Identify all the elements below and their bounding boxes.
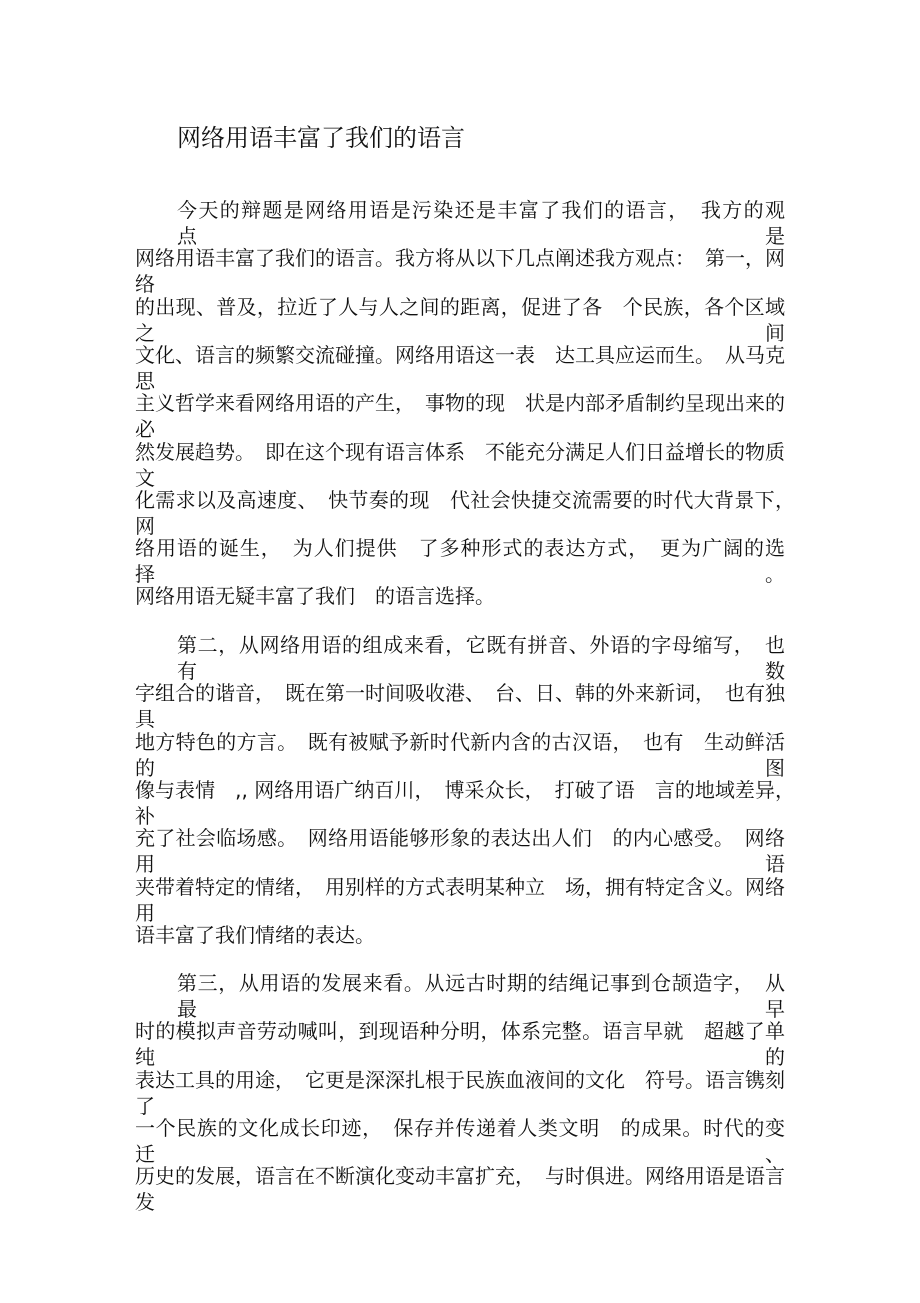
paragraph-line: 的出现、普及，拉近了人与人之间的距离，促进了各 个民族，各个区域之间 xyxy=(135,294,785,345)
paragraph-line: 化需求以及高速度、 快节奏的现 代社会快捷交流需要的时代大背景下， 网 xyxy=(135,487,805,538)
paragraph-line: 表达工具的用途， 它更是深深扎根于民族血液间的文化 符号。语言镌刻了 xyxy=(135,1067,785,1118)
paragraph-line: 像与表情 ,, 网络用语广纳百川， 博采众长， 打破了语 言的地域差异， 补 xyxy=(135,777,805,828)
paragraph-line: 第二，从网络用语的组成来看，它既有拼音、外语的字母缩写， 也有数 xyxy=(177,633,785,683)
paragraph-line: 网络用语丰富了我们的语言。我方将从以下几点阐述我方观点： 第一，网络 xyxy=(135,246,785,297)
paragraph-line: 主义哲学来看网络用语的产生， 事物的现 状是内部矛盾制约呈现出来的必 xyxy=(135,391,785,442)
paragraph-line: 络用语的诞生， 为人们提供 了多种形式的表达方式， 更为广阔的选择。 xyxy=(135,536,785,587)
paragraph-line: 地方特色的方言。 既有被赋予新时代新内含的古汉语， 也有 生动鲜活的图 xyxy=(135,729,785,780)
paragraph-line: 充了社会临场感。 网络用语能够形象的表达出人们 的内心感受。 网络用语 xyxy=(135,826,785,877)
paragraph-line: 文化、语言的频繁交流碰撞。网络用语这一表 达工具应运而生。 从马克思 xyxy=(135,342,785,393)
paragraph-line: 字组合的谐音， 既在第一时间吸收港、 台、日、韩的外来新词， 也有独具 xyxy=(135,681,785,732)
paragraph-line: 历史的发展，语言在不断演化变动丰富扩充， 与时俱进。网络用语是语言发 xyxy=(135,1164,785,1215)
paragraph-line: 然发展趋势。 即在这个现有语言体系 不能充分满足人们日益增长的物质文 xyxy=(135,439,785,490)
paragraph-line: 第三，从用语的发展来看。从远古时期的结绳记事到仓颉造字， 从最早 xyxy=(177,971,785,1021)
paragraph-line: 夹带着特定的情绪， 用别样的方式表明某种立 场，拥有特定含义。网络用 xyxy=(135,874,785,925)
paragraph-line: 一个民族的文化成长印迹， 保存并传递着人类文明 的成果。时代的变迁、 xyxy=(135,1115,785,1166)
paragraph-line: 今天的辩题是网络用语是污染还是丰富了我们的语言， 我方的观 点是 xyxy=(177,198,805,248)
paragraph-line: 语丰富了我们情绪的表达。 xyxy=(135,922,375,947)
paragraph-line: 时的模拟声音劳动喊叫，到现语种分明，体系完整。语言早就 超越了单纯的 xyxy=(135,1019,785,1070)
document-title: 网络用语丰富了我们的语言 xyxy=(177,124,465,152)
paragraph-line: 网络用语无疑丰富了我们 的语言选择。 xyxy=(135,584,495,609)
